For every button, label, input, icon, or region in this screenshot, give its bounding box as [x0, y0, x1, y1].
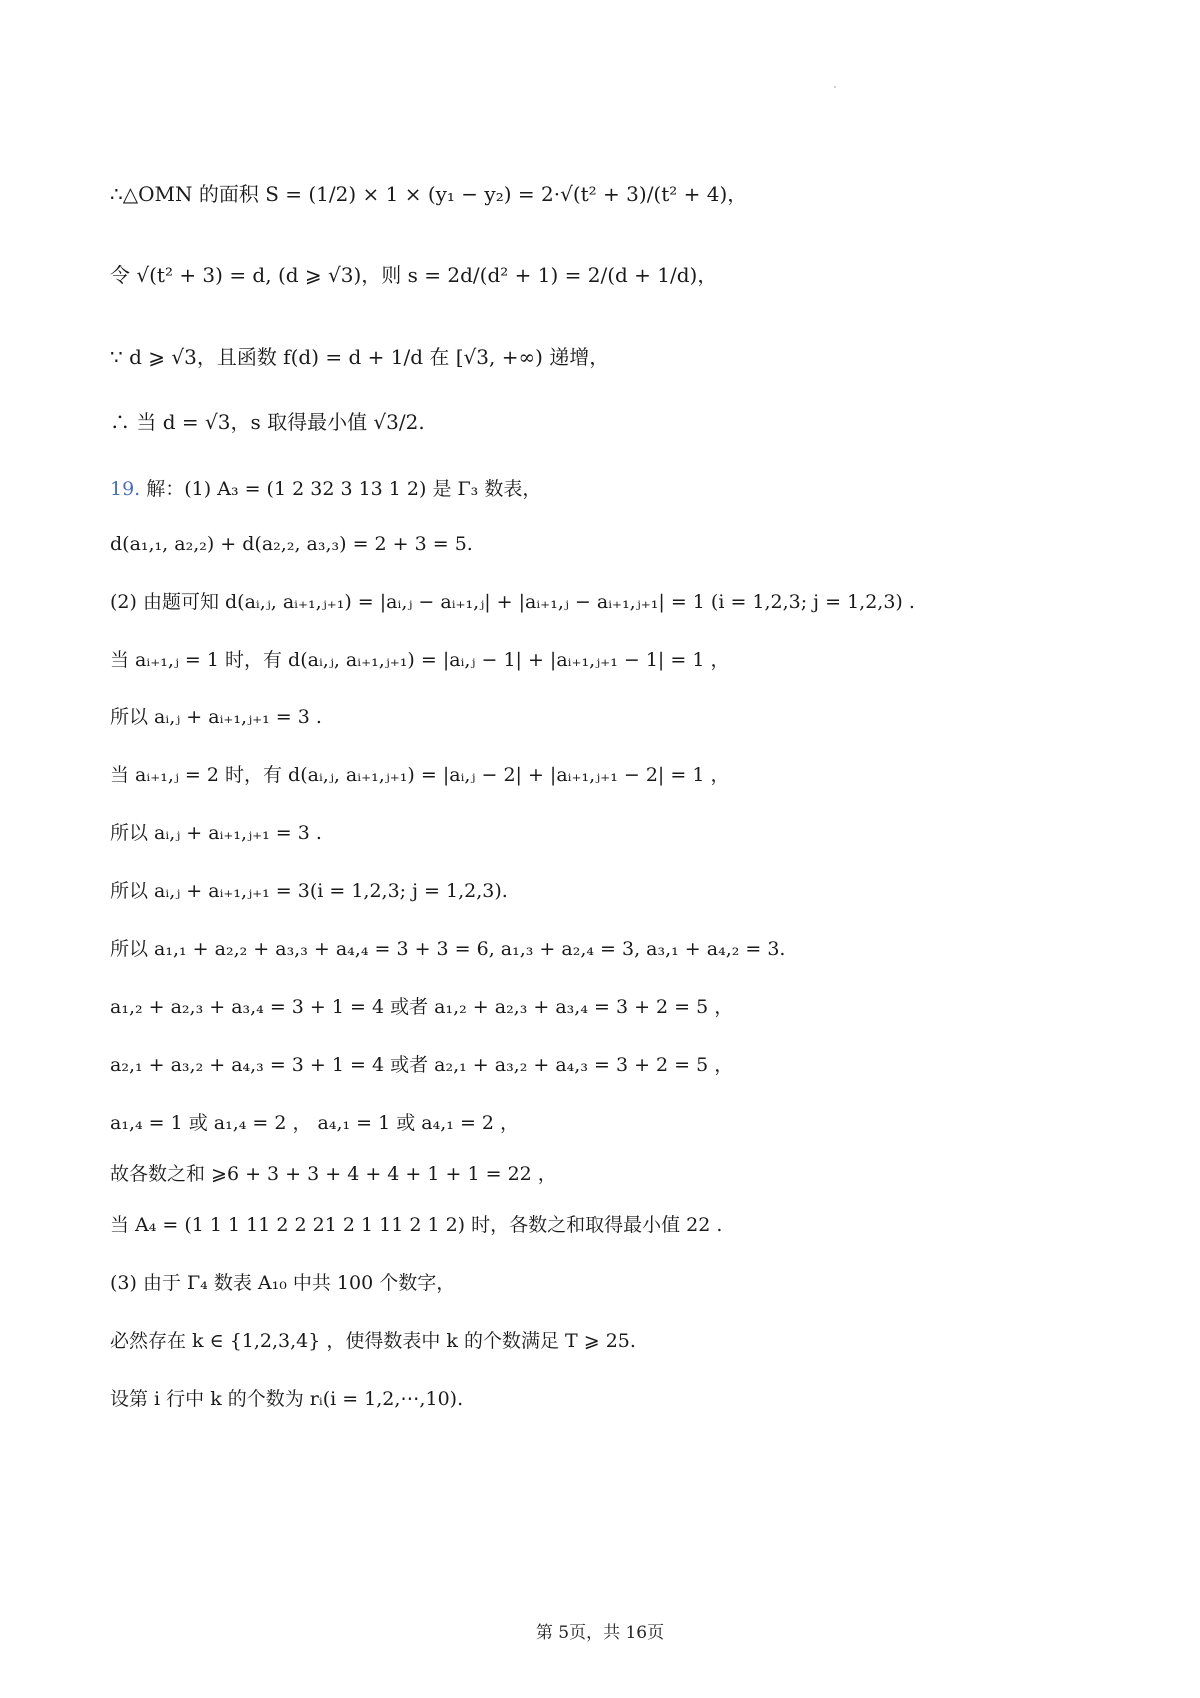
- q19-line-minimum-table: 当 A₄ = (1 1 1 11 2 2 21 2 1 11 2 1 2) 时，各数之和取得最小值 22 .: [110, 1214, 723, 1236]
- question-number: 19.: [110, 478, 141, 500]
- scan-speck: [834, 86, 836, 88]
- solution-line-substitution: 令 √(t² + 3) = d, (d ⩾ √3)，则 s = 2d/(d² + 1) = 2/(d + 1/d)，: [110, 263, 718, 287]
- solution-line-minimum: ∴ 当 d = √3，s 取得最小值 √3/2.: [110, 410, 425, 434]
- q19-line-case2: 当 aᵢ₊₁,ⱼ = 2 时，有 d(aᵢ,ⱼ, aᵢ₊₁,ⱼ₊₁) = |aᵢ,ⱼ − 2| + |aᵢ₊₁,ⱼ₊₁ − 2| = 1 ，: [110, 764, 730, 786]
- solution-line-monotonic: ∵ d ⩾ √3，且函数 f(d) = d + 1/d 在 [√3, +∞) 递增，: [110, 345, 610, 369]
- q19-line-part3: (3) 由于 Γ₄ 数表 A₁₀ 中共 100 个数字，: [110, 1272, 456, 1294]
- q19-line-case1: 当 aᵢ₊₁,ⱼ = 1 时，有 d(aᵢ,ⱼ, aᵢ₊₁,ⱼ₊₁) = |aᵢ,ⱼ − 1| + |aᵢ₊₁,ⱼ₊₁ − 1| = 1 ，: [110, 649, 730, 671]
- solution-line-area: ∴△OMN 的面积 S = (1/2) × 1 × (y₁ − y₂) = 2·√(t² + 3)/(t² + 4)，: [110, 182, 748, 206]
- q19-line-part2: (2) 由题可知 d(aᵢ,ⱼ, aᵢ₊₁,ⱼ₊₁) = |aᵢ,ⱼ − aᵢ₊₁,ⱼ| + |aᵢ₊₁,ⱼ − aᵢ₊₁,ⱼ₊₁| = 1 (i = 1,2,3; j = 1,2,3) .: [110, 591, 915, 613]
- q19-line-general: 所以 aᵢ,ⱼ + aᵢ₊₁,ⱼ₊₁ = 3(i = 1,2,3; j = 1,2,3).: [110, 880, 508, 902]
- q19-line-case1-result: 所以 aᵢ,ⱼ + aᵢ₊₁,ⱼ₊₁ = 3 .: [110, 706, 322, 728]
- page-footer: 第 5页，共 16页: [535, 1623, 665, 1643]
- q19-line-pigeonhole: 必然存在 k ∈ {1,2,3,4} ，使得数表中 k 的个数满足 T ⩾ 25.: [110, 1330, 636, 1352]
- q19-line-upper-diagonal: a₁,₂ + a₂,₃ + a₃,₄ = 3 + 1 = 4 或者 a₁,₂ + a₂,₃ + a₃,₄ = 3 + 2 = 5 ，: [110, 996, 734, 1018]
- q19-line-lower-diagonal: a₂,₁ + a₃,₂ + a₄,₃ = 3 + 1 = 4 或者 a₂,₁ + a₃,₂ + a₄,₃ = 3 + 2 = 5 ，: [110, 1054, 734, 1076]
- q19-line-part1: [110, 477, 1110, 501]
- q19-line-row-count: 设第 i 行中 k 的个数为 rᵢ(i = 1,2,⋯,10).: [110, 1388, 464, 1410]
- q19-line-diagonal-sums: 所以 a₁,₁ + a₂,₂ + a₃,₃ + a₄,₄ = 3 + 3 = 6, a₁,₃ + a₂,₄ = 3, a₃,₁ + a₄,₂ = 3.: [110, 938, 786, 960]
- q19-line-distance-sum: d(a₁,₁, a₂,₂) + d(a₂,₂, a₃,₃) = 2 + 3 = 5.: [110, 533, 473, 555]
- q19-line-case2-result: 所以 aᵢ,ⱼ + aᵢ₊₁,ⱼ₊₁ = 3 .: [110, 822, 322, 844]
- q19-line-corners: a₁,₄ = 1 或 a₁,₄ = 2 ， a₄,₁ = 1 或 a₄,₁ = 2 ，: [110, 1112, 520, 1134]
- q19-line-total-sum: 故各数之和 ⩾6 + 3 + 3 + 4 + 4 + 1 + 1 = 22 ，: [110, 1163, 557, 1185]
- q19-part1-text: 解：(1) A₃ = (1 2 32 3 13 1 2) 是 Γ₃ 数表，: [146, 478, 542, 500]
